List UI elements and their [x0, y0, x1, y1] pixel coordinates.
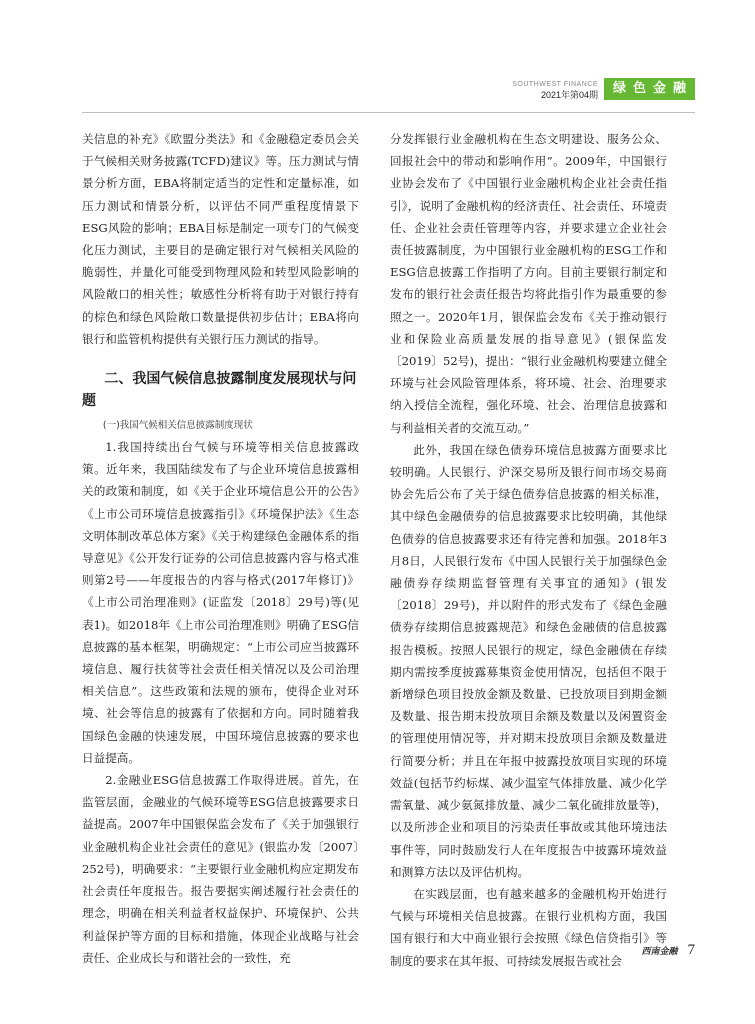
- issue-label: 2021年第04期: [540, 90, 598, 100]
- header-meta: [512, 81, 598, 100]
- left-paragraph-3: 2.金融业ESG信息披露工作取得进展。首先，在监管层面，金融业的气候环境等ESG信息披露要求日益提高。2007年中国银保监会发布了《关于加强银行业金融机构企业社会责任的意见》(银监办发〔2007〕252号)，明确要求：“主要银行业金融机构应定期发布社会责任年度报告。报告要据实阐述履行社会责任的理念，明确在相关利益者权益保护、环境保护、公共利益保护等方面的目标和措施，体现企业战略与社会责任、企业成长与和谐社会的一致性，充: [82, 773, 359, 965]
- journal-name: 西南金融: [641, 947, 678, 957]
- right-paragraph-2: 此外，我国在绿色债券环境信息披露方面要求比较明确。人民银行、沪深交易所及银行间市场交易商协会先后公布了关于绿色债券信息披露的相关标准，其中绿色金融债券的信息披露要求比较明确，其他绿色债券的信息披露要求还有待完善和加强。2018年3月8日，人民银行发布《中国人民银行关于加强绿色金融债券存续期监督管理有关事宜的通知》(银发〔2018〕29号)，并以附件的形式发布了《绿色金融债券存续期信息披露规范》和绿色金融债的信息披露报告模板。按照人民银行的规定，绿色金融债在存续期内需按季度披露募集资金使用情况，包括但不限于新增绿色项目投放金额及数量、已投放项目到期金额及数量、报告期末投放项目余额及数量以及闲置资金的管理使用情况等，并对期末投放项目余额及数量进行简要分析；并且在年报中披露投放项目实现的环境效益(包括节约标煤、减少温室气体排放量、减少化学需氧量、减少氨氮排放量、减少二氧化硫排放量等)，以及所涉企业和项目的污染责任事故或其他环境违法事件等，同时鼓励发行人在年度报告中披露环境效益和测算方法以及评估机构。: [390, 442, 667, 879]
- left-column: [82, 128, 359, 969]
- page-number: 7: [687, 942, 695, 958]
- header-divider: [82, 112, 695, 113]
- section-heading: 二、我国气候信息披露制度发展现状与问题: [82, 371, 357, 410]
- left-paragraph-2: 1.我国持续出台气候与环境等相关信息披露政策。近年来，我国陆续发布了与企业环境信息披露相关的政策和制度，如《关于企业环境信息公开的公告》《上市公司环境信息披露指引》《环境保护法》《生态文明体制改革总体方案》《关于构建绿色金融体系的指导意见》《公开发行证券的公司信息披露内容与格式准则第2号——年度报告的内容与格式(2017年修订)》《上市公司治理准则》(证监发〔2018〕29号)等(见表1)。如2018年《上市公司治理准则》明确了ESG信息披露的基本框架，明确规定：“上市公司应当披露环境信息、履行扶贫等社会责任相关情况以及公司治理相关信息”。这些政策和法规的颁布，使得企业对环境、社会等信息的披露有了依据和方向。同时随着我国绿色金融的快速发展，中国环境信息披露的要求也日益提高。: [82, 440, 359, 765]
- section-badge: 绿色金融: [604, 78, 695, 100]
- magazine-name: SOUTHWEST FINANCE: [512, 81, 598, 88]
- subsection-heading: (一)我国气候相关信息披露制度现状: [102, 420, 253, 432]
- left-paragraph-1: 关信息的补充》《欧盟分类法》和《金融稳定委员会关于气候相关财务披露(TCFD)建议》等。压力测试与情景分析方面，EBA将制定适当的定性和定量标准，如压力测试和情景分析，以评估不同严重程度情景下ESG风险的影响；EBA目标是制定一项专门的气候变化压力测试，主要目的是确定银行对气候相关风险的脆弱性，并量化可能受到物理风险和转型风险影响的风险敞口的相关性；敏感性分析将有助于对银行持有的棕色和绿色风险敞口数量提供初步估计；EBA将向银行和监管机构提供有关银行压力测试的指导。: [82, 132, 359, 346]
- running-header: [512, 78, 695, 100]
- right-paragraph-3: 在实践层面，也有越来越多的金融机构开始进行气候与环境相关信息披露。在银行业机构方面，我国国有银行和大中商业银行会按照《绿色信贷指引》等制度的要求在其年报、可持续发展报告或社会: [390, 886, 667, 968]
- page-footer: [641, 942, 695, 959]
- right-column: [390, 128, 667, 972]
- right-paragraph-1: 分发挥银行业金融机构在生态文明建设、服务公众、回报社会中的带动和影响作用”。2009年，中国银行业协会发布了《中国银行业金融机构企业社会责任指引》，说明了金融机构的经济责任、社会责任、环境责任、企业社会责任管理等内容，并要求建立企业社会责任披露制度，为中国银行业金融机构的ESG工作和ESG信息披露工作指明了方向。目前主要银行制定和发布的银行社会责任报告均将此指引作为最重要的参照之一。2020年1月，银保监会发布《关于推动银行业和保险业高质量发展的指导意见》(银保监发〔2019〕52号)，提出：“银行业金融机构要建立健全环境与社会风险管理体系，将环境、社会、治理要求纳入授信全流程，强化环境、社会、治理信息披露和与利益相关者的交流互动。”: [390, 132, 667, 435]
